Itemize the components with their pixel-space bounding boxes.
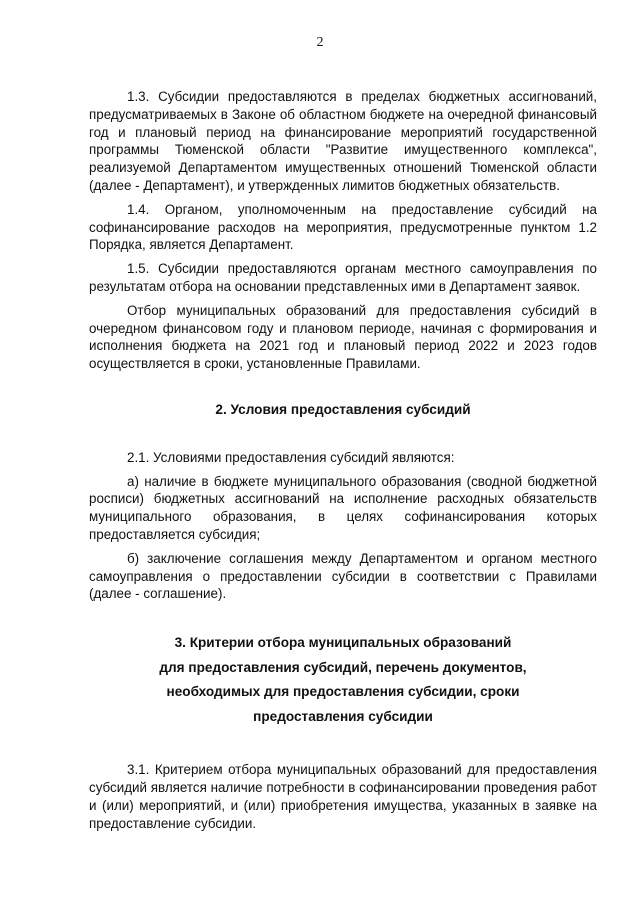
paragraph-1-3: 1.3. Субсидии предоставляются в пределах бюджетных ассигнований, предусматриваемых в Законе об областном бюджете на очередной финансовый год и плановый период на финансирование мероприятий государственной программы Тюменской области "Развитие имущественного комплекса", реализуемой Департаментом имущественных отношений Тюменской области (далее - Департамент), и утвержденных лимитов бюджетных обязательств. (89, 89, 597, 193)
paragraph-1-5: 1.5. Субсидии предоставляются органам местного самоуправления по результатам отбора на основании представленных ими в Департамент заявок. (89, 261, 597, 294)
section-3-heading-line: 3. Критерии отбора муниципальных образований (174, 635, 512, 651)
paragraph-2-1: 2.1. Условиями предоставления субсидий являются: (127, 449, 455, 465)
section-3-heading-line: необходимых для предоставления субсидии, сроки (166, 684, 520, 700)
section-3-heading-line: предоставления субсидии (253, 708, 433, 724)
page-number: 2 (316, 35, 324, 50)
paragraph-2-1-b: б) заключение соглашения между Департаментом и органом местного самоуправления о предоставлении субсидии в соответствии с Правилами (далее - соглашение). (89, 550, 597, 602)
paragraph-1-4: 1.4. Органом, уполномоченным на предоставление субсидий на софинансирование расходов на мероприятия, предусмотренные пунктом 1.2 Порядка, является Департамент. (89, 201, 597, 253)
paragraph-3-1: 3.1. Критерием отбора муниципальных образований для предоставления субсидий является наличие потребности в софинансировании проведения работ и (или) мероприятий, и (или) приобретения имущества, указанных в заявке на предоставление субсидии. (89, 762, 597, 831)
paragraph-2-1-a: а) наличие в бюджете муниципального образования (сводной бюджетной росписи) бюджетных ассигнований на исполнение расходных обязательств муниципального образования, в целях софинансирования которых предоставляется субсидия; (89, 473, 597, 542)
section-2-heading: 2. Условия предоставления субсидий (215, 401, 471, 417)
section-3-heading-line: для предоставления субсидий, перечень документов, (159, 659, 527, 675)
document-body (89, 88, 597, 838)
paragraph-selection: Отбор муниципальных образований для предоставления субсидий в очередном финансовом году и плановом периоде, начиная с формирования и исполнения бюджета на 2021 год и плановый период 2022 и 2023 годов осуществляется в сроки, установленные Правилами. (89, 302, 597, 372)
section-3-heading (89, 631, 597, 729)
